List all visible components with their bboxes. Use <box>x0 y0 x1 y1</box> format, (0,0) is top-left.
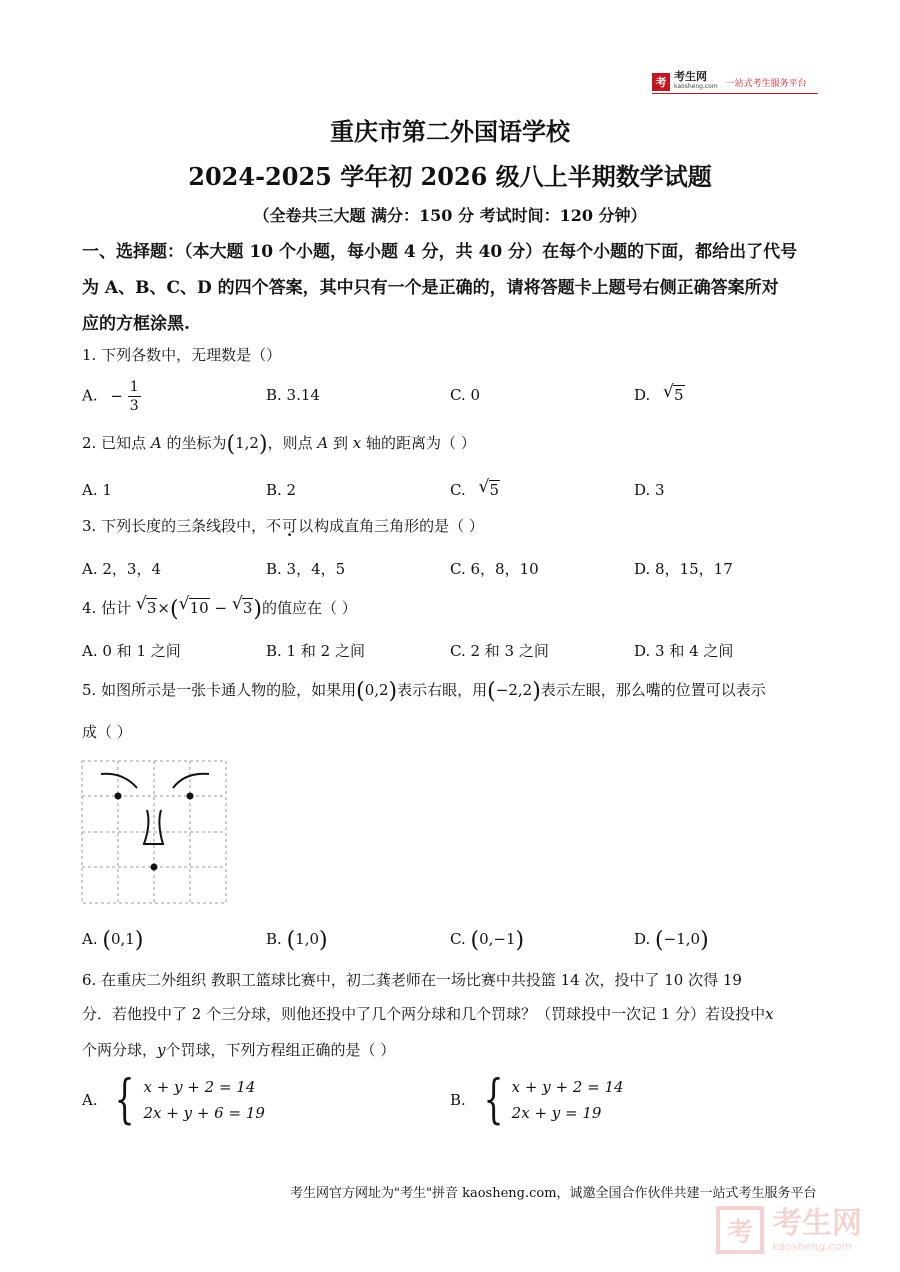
school-title: 重庆市第二外国语学校 <box>330 117 570 146</box>
q2-option-d: D. 3 <box>634 481 665 499</box>
mouth <box>151 864 158 871</box>
q5-option-c: C. (0,−1) <box>450 928 525 953</box>
brand-slogan: 一站式考生服务平台 <box>725 78 807 89</box>
footer-text: 考生网官方网址为"考生"拼音 kaosheng.com，诚邀全国合作伙伴共建一站式考生服务平台 <box>290 1186 817 1201</box>
section-heading: 一、选择题：（本大题 10 个小题，每小题 4 分，共 40 分）在每个小题的下面，都给出了代号 为 A、B、C、D 的四个答案，其中只有一个是正确的，请将答题卡上题号右侧正确答案所对 应的方框涂黑. <box>82 242 798 334</box>
sqrt-symbol: √ 3 <box>231 594 253 617</box>
q6-option-a: A. { x + y + 2 = 14 2x + y + 6 = 19 <box>82 1070 265 1130</box>
question-1-stem: 1. 下列各数中，无理数是（） <box>82 346 282 364</box>
sqrt-symbol: √ 3 <box>135 594 157 617</box>
brand-url: kaosheng.com <box>674 83 718 90</box>
q5-option-b: B. (1,0) <box>266 928 328 953</box>
question-4-stem: 4. 估计 √ 3×( √ 10 − √ 3)的值应在（ ） <box>82 594 357 622</box>
q3-option-c: C. 6，8，10 <box>450 560 539 578</box>
equation-system: { x + y + 2 = 14 2x + y = 19 <box>483 1070 624 1130</box>
equation-system: { x + y + 2 = 14 2x + y + 6 = 19 <box>115 1070 265 1130</box>
question-6-line1: 6. 在重庆二外组织 教职工篮球比赛中，初二龚老师在一场比赛中共投篮 14 次，投中了 10 次得 19 <box>82 971 742 989</box>
sqrt-symbol: √ 5 <box>663 382 684 404</box>
q4-option-d: D. 3 和 4 之间 <box>634 642 734 660</box>
question-2-stem: 2. 已知点 A 的坐标为(1,2)，则点 A 到 x 轴的距离为（ ） <box>82 432 476 457</box>
sqrt-symbol: √ 5 <box>478 477 500 499</box>
exam-title: 2024-2025 学年初 2026 级八上半期数学试题 <box>188 162 712 191</box>
left-eye <box>115 793 122 800</box>
q1-option-d: D. √ 5 <box>634 382 684 404</box>
right-eyebrow <box>173 774 209 788</box>
q5-option-a: A. (0,1) <box>82 928 144 953</box>
q4-option-b: B. 1 和 2 之间 <box>266 642 365 660</box>
header-divider <box>652 93 818 94</box>
right-eye <box>187 793 194 800</box>
q3-option-a: A. 2，3，4 <box>82 560 161 578</box>
q3-option-d: D. 8，15，17 <box>634 560 733 578</box>
exam-info: （全卷共三大题 满分：150 分 考试时间：120 分钟） <box>253 206 647 225</box>
brand-logo <box>652 72 807 92</box>
fraction: $\frac{1}{3}$ <box>129 379 139 414</box>
q4-option-a: A. 0 和 1 之间 <box>82 642 181 660</box>
face-grid-figure <box>81 760 229 906</box>
q4-option-c: C. 2 和 3 之间 <box>450 642 549 660</box>
brand-mark-icon: 考 <box>652 73 670 91</box>
q1-option-a: A. − $\frac{1}{3}$ <box>82 379 139 414</box>
q1-option-c: C. 0 <box>450 386 481 404</box>
question-3-stem: 3. 下列长度的三条线段中，不可以构成直角三角形的是（ ） <box>82 517 484 535</box>
question-5-stem: 5. 如图所示是一张卡通人物的脸，如果用(0,2)表示右眼，用(−2,2)表示左眼，那么嘴的位置可以表示 <box>82 679 766 704</box>
q6-option-b: B. { x + y + 2 = 14 2x + y = 19 <box>450 1070 624 1130</box>
watermark-logo: 考 考生网 kaosheng.com <box>716 1206 862 1254</box>
q2-option-a: A. 1 <box>82 481 112 499</box>
question-6-line2: 分．若他投中了 2 个三分球，则他还投中了几个两分球和几个罚球？（罚球投中一次记 1 分）若设投中x <box>82 1005 774 1023</box>
q1-option-b: B. 3.14 <box>266 386 320 404</box>
sqrt-symbol: √ 10 <box>178 594 209 617</box>
question-6-line3: 个两分球，y个罚球，下列方程组正确的是（ ） <box>82 1041 396 1059</box>
left-eyebrow <box>101 774 137 788</box>
q3-option-b: B. 3，4，5 <box>266 560 346 578</box>
q5-option-d: D. (−1,0) <box>634 928 709 953</box>
question-5-stem-line2: 成（ ） <box>82 723 132 741</box>
q2-option-c: C. √ 5 <box>450 477 500 499</box>
watermark-mark-icon: 考 <box>716 1206 764 1254</box>
grid-lines <box>82 761 226 903</box>
brand-name: 考生网 <box>674 70 707 83</box>
q2-option-b: B. 2 <box>266 481 297 499</box>
